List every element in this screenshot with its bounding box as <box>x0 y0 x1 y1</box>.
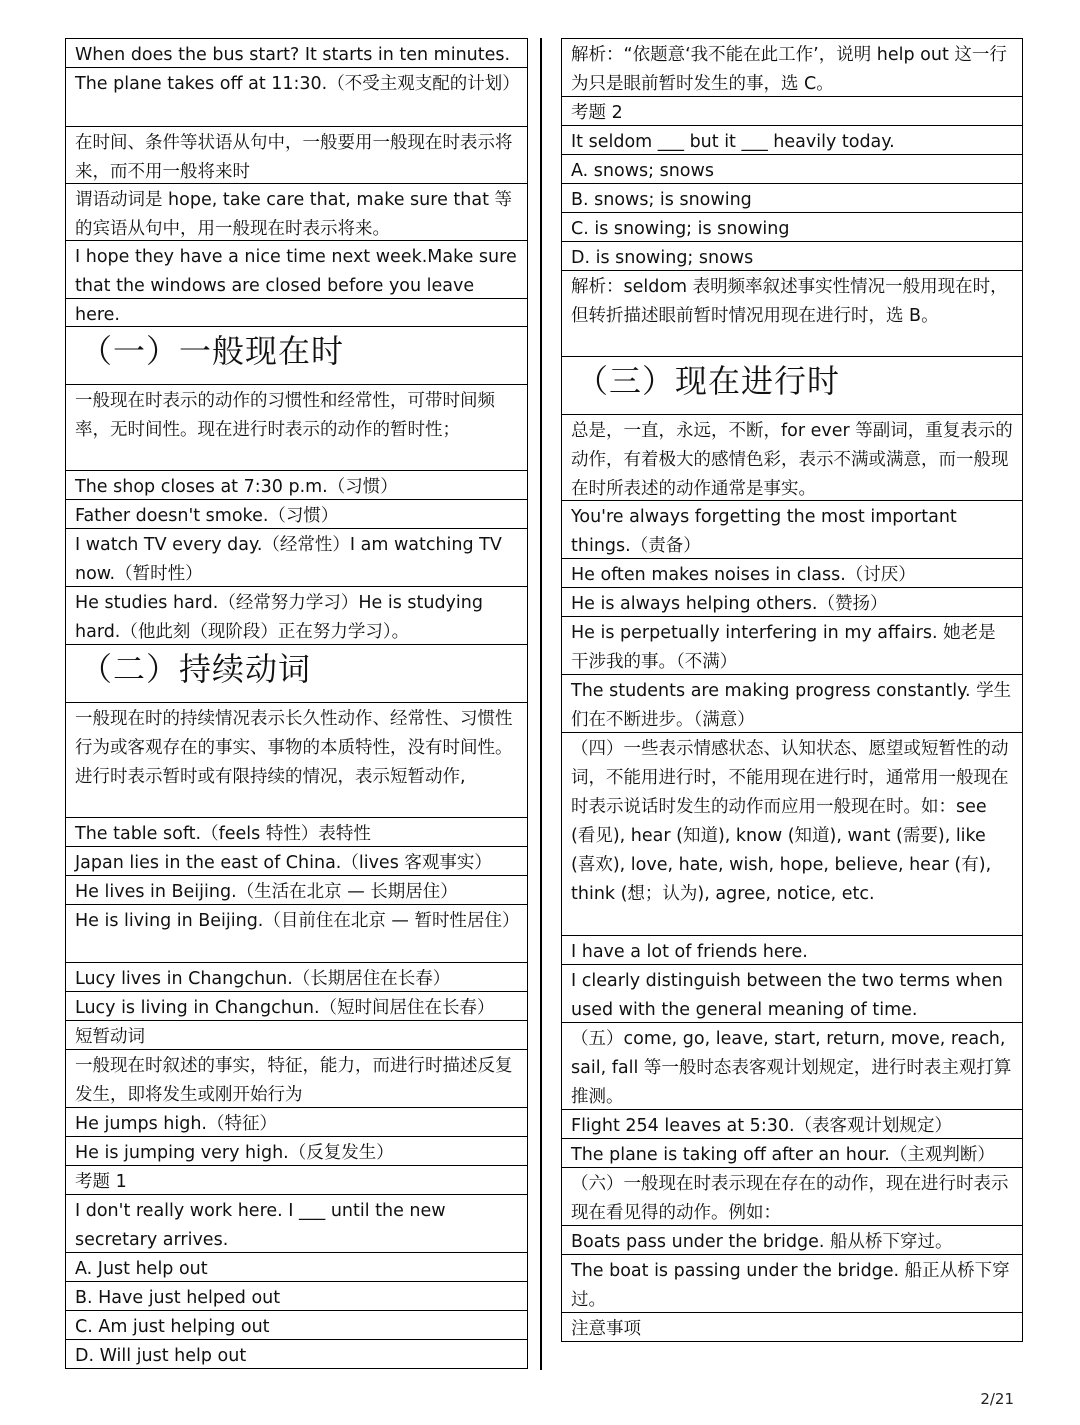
table-row: （四）一些表示情感状态、认知状态、愿望或短暂性的动词，不能用进行时，不能用现在进行时，通常用一般现在时表示说话时发生的动作而应用一般现在时。如：see (看见), hear (知道), know (知道), want (需要), like (喜欢), love, hate, wish, hope, believe, hear (有), think (想；认为), agree, notice, etc. <box>561 733 1023 936</box>
table-row: 注意事项 <box>561 1313 1023 1342</box>
table-row: Flight 254 leaves at 5:30.（表客观计划规定） <box>561 1110 1023 1139</box>
section-heading: （二）持续动词 <box>65 645 528 703</box>
section-heading: （三）现在进行时 <box>561 357 1023 415</box>
table-row: Japan lies in the east of China.（lives 客观事实） <box>65 847 528 876</box>
table-row: The shop closes at 7:30 p.m.（习惯） <box>65 471 528 500</box>
table-row: B. Have just helped out <box>65 1282 528 1311</box>
table-row: He is perpetually interfering in my affairs. 她老是干涉我的事。（不满） <box>561 617 1023 675</box>
table-row: He studies hard.（经常努力学习）He is studying hard.（他此刻（现阶段）正在努力学习）。 <box>65 587 528 645</box>
table-row: Father doesn't smoke.（习惯） <box>65 500 528 529</box>
table-row: 解析：seldom 表明频率叙述事实性情况一般用现在时，但转折描述眼前暂时情况用现在进行时，选 B。 <box>561 271 1023 357</box>
table-row: Boats pass under the bridge. 船从桥下穿过。 <box>561 1226 1023 1255</box>
table-row: He jumps high.（特征） <box>65 1108 528 1137</box>
column-divider <box>540 38 542 1370</box>
left-column <box>65 38 528 1369</box>
table-row: I hope they have a nice time next week.Make sure that the windows are closed before you leave here. <box>65 241 528 299</box>
table-row: Lucy is living in Changchun.（短时间居住在长春） <box>65 992 528 1021</box>
section-heading: （一）一般现在时 <box>65 327 528 385</box>
table-row: I watch TV every day.（经常性）I am watching TV now.（暂时性） <box>65 529 528 587</box>
page-number: 2/21 <box>980 1390 1014 1408</box>
table-row: He is always helping others.（赞扬） <box>561 588 1023 617</box>
table-row: B. snows; is snowing <box>561 184 1023 213</box>
table-row: I have a lot of friends here. <box>561 936 1023 965</box>
table-row: It seldom ___ but it ___ heavily today. <box>561 126 1023 155</box>
table-row: D. is snowing; snows <box>561 242 1023 271</box>
table-row: The students are making progress constantly. 学生们在不断进步。（满意） <box>561 675 1023 733</box>
table-row: （五）come, go, leave, start, return, move, reach, sail, fall 等一般时态表客观计划规定，进行时表主观打算推测。 <box>561 1023 1023 1110</box>
table-row: I clearly distinguish between the two terms when used with the general meaning of time. <box>561 965 1023 1023</box>
table-row: The plane is taking off after an hour.（主观判断） <box>561 1139 1023 1168</box>
table-row: He lives in Beijing.（生活在北京 — 长期居住） <box>65 876 528 905</box>
table-row: 一般现在时表示的动作的习惯性和经常性，可带时间频率，无时间性。现在进行时表示的动作的暂时性； <box>65 385 528 471</box>
table-row: C. Am just helping out <box>65 1311 528 1340</box>
table-row: 短暂动词 <box>65 1021 528 1050</box>
table-row: A. snows; snows <box>561 155 1023 184</box>
table-row: 总是，一直，永远，不断，for ever 等副词，重复表示的动作，有着极大的感情色彩，表示不满或满意，而一般现在时所表述的动作通常是事实。 <box>561 415 1023 501</box>
table-row: 谓语动词是 hope, take care that, make sure that 等的宾语从句中，用一般现在时表示将来。 <box>65 184 528 241</box>
table-row: The boat is passing under the bridge. 船正从桥下穿过。 <box>561 1255 1023 1313</box>
table-row: When does the bus start? It starts in ten minutes. <box>65 39 528 68</box>
table-row: You're always forgetting the most important things.（责备） <box>561 501 1023 559</box>
table-row <box>65 299 528 327</box>
table-row: 一般现在时叙述的事实，特征，能力，而进行时描述反复发生，即将发生或刚开始行为 <box>65 1050 528 1108</box>
table-row: He is living in Beijing.（目前住在北京 — 暂时性居住） <box>65 905 528 963</box>
table-row: A. Just help out <box>65 1253 528 1282</box>
table-row: 解析：“依题意‘我不能在此工作’，说明 help out 这一行为只是眼前暂时发生的事，选 C。 <box>561 39 1023 97</box>
table-row: The plane takes off at 11:30.（不受主观支配的计划） <box>65 68 528 127</box>
table-row: 在时间、条件等状语从句中，一般要用一般现在时表示将来，而不用一般将来时 <box>65 127 528 184</box>
table-row: （六）一般现在时表示现在存在的动作，现在进行时表示现在看见得的动作。例如： <box>561 1168 1023 1226</box>
table-row: C. is snowing; is snowing <box>561 213 1023 242</box>
table-row: The table soft.（feels 特性）表特性 <box>65 818 528 847</box>
table-row: Lucy lives in Changchun.（长期居住在长春） <box>65 963 528 992</box>
table-row: I don't really work here. I ___ until the new secretary arrives. <box>65 1195 528 1253</box>
table-row: He often makes noises in class.（讨厌） <box>561 559 1023 588</box>
table-row: D. Will just help out <box>65 1340 528 1369</box>
right-column <box>561 38 1023 1342</box>
table-row: 一般现在时的持续情况表示长久性动作、经常性、习惯性行为或客观存在的事实、事物的本质特性，没有时间性。进行时表示暂时或有限持续的情况，表示短暂动作, <box>65 703 528 818</box>
table-row: He is jumping very high.（反复发生） <box>65 1137 528 1166</box>
table-row: 考题 1 <box>65 1166 528 1195</box>
table-row: 考题 2 <box>561 97 1023 126</box>
